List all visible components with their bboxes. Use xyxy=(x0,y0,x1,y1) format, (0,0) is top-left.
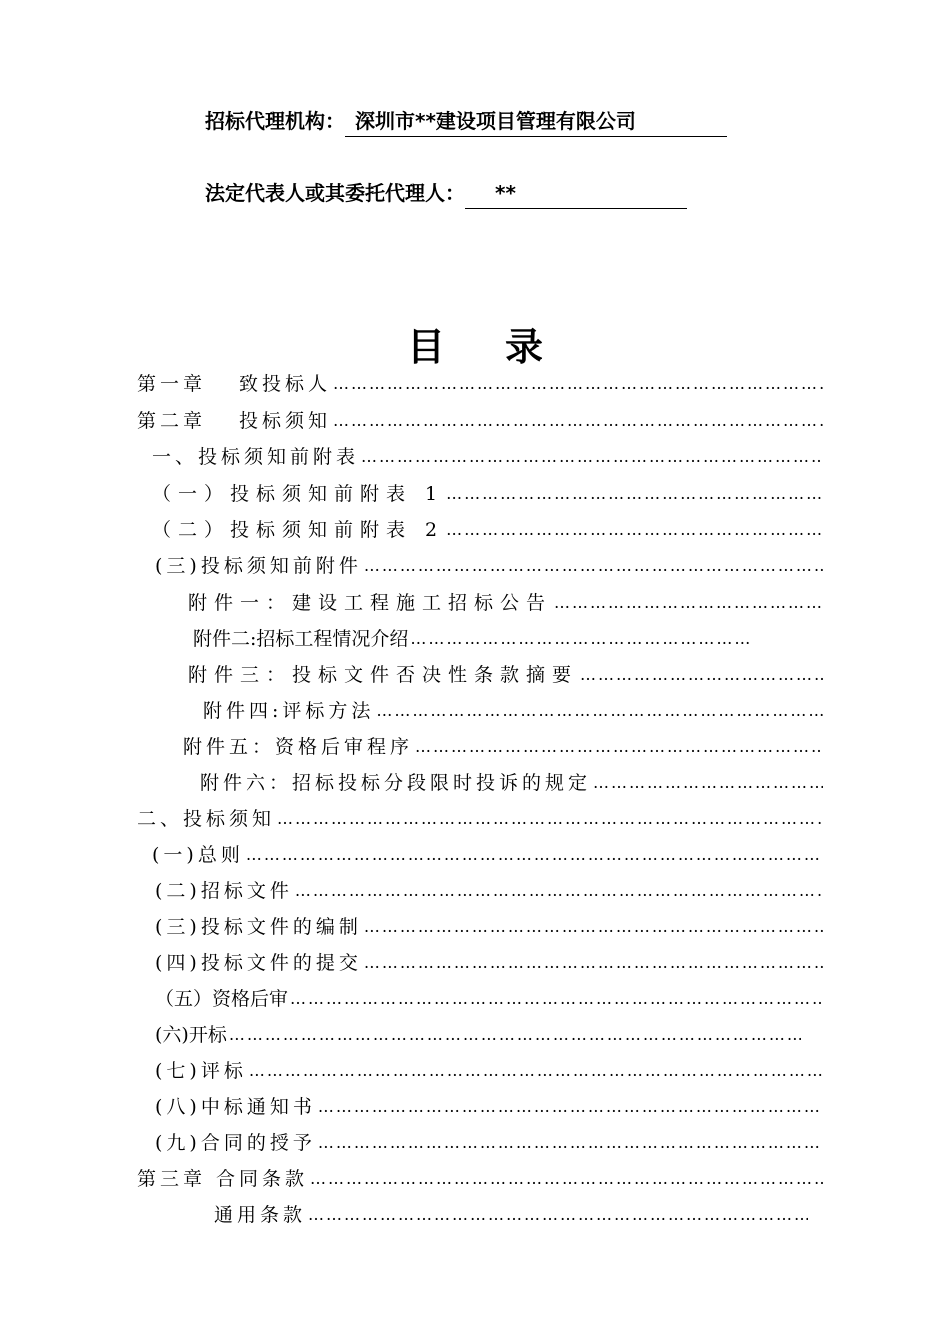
toc-entry[interactable] xyxy=(155,1093,823,1121)
toc-entry[interactable] xyxy=(188,661,823,689)
toc-entry-label: 第二章 投标须知 xyxy=(137,410,332,432)
toc-leader xyxy=(364,949,823,977)
toc-entry[interactable] xyxy=(155,877,823,905)
toc-entry-label: 附件三：投标文件否决性条款摘要 xyxy=(188,664,579,686)
toc-leader xyxy=(554,589,823,617)
toc-entry-label: 二、投标须知 xyxy=(137,808,276,830)
toc-entry-label: (一)总则 xyxy=(152,844,244,866)
toc-entry[interactable] xyxy=(214,1201,808,1229)
toc-entry-label: 通用条款 xyxy=(214,1204,307,1226)
toc-entry-label: （一）投标须知前附表 1 xyxy=(152,483,445,505)
toc-entry[interactable] xyxy=(155,1021,801,1049)
toc-entry-label: 第三章 合同条款 xyxy=(137,1168,309,1190)
toc-leader xyxy=(364,913,823,941)
toc-entry[interactable] xyxy=(137,407,823,435)
toc-entry-label: (九)合同的授予 xyxy=(155,1132,316,1154)
toc-entry[interactable] xyxy=(152,480,823,508)
toc-entry-label: 附件四:评标方法 xyxy=(203,700,375,722)
toc-entry-label: 一、投标须知前附表 xyxy=(152,446,360,468)
toc-leader xyxy=(318,1093,823,1121)
agency-line xyxy=(205,108,727,137)
toc-entry[interactable] xyxy=(137,805,823,833)
toc-entry[interactable] xyxy=(183,733,823,761)
toc-entry-label: (八)中标通知书 xyxy=(155,1096,316,1118)
toc-entry[interactable] xyxy=(155,1057,823,1085)
toc-leader xyxy=(333,407,823,435)
toc-entry-label: 附件五：资格后审程序 xyxy=(183,736,414,758)
toc-entry[interactable] xyxy=(203,697,823,725)
toc-leader xyxy=(277,805,823,833)
agency-label: 招标代理机构： xyxy=(205,109,345,133)
toc-entry[interactable] xyxy=(155,1129,823,1157)
toc-title: 目录 xyxy=(406,325,603,369)
toc-entry-label: (四)投标文件的提交 xyxy=(155,952,362,974)
toc-entry[interactable] xyxy=(155,949,823,977)
toc-leader xyxy=(410,625,751,653)
toc-entry-label: （二）投标须知前附表 2 xyxy=(152,519,445,541)
toc-leader xyxy=(364,552,823,580)
toc-leader xyxy=(290,985,821,1013)
toc-entry-label: (七)评标 xyxy=(155,1060,247,1082)
toc-leader xyxy=(593,769,823,797)
agency-value: 深圳市**建设项目管理有限公司 xyxy=(345,108,727,137)
toc-leader xyxy=(333,370,823,398)
toc-entry[interactable] xyxy=(188,589,823,617)
toc-leader xyxy=(308,1201,808,1229)
toc-entry-label: (三)投标须知前附件 xyxy=(155,555,362,577)
toc-leader xyxy=(229,1021,801,1049)
toc-leader xyxy=(361,443,823,471)
toc-entry[interactable] xyxy=(200,769,823,797)
toc-entry[interactable] xyxy=(152,841,823,869)
toc-entry[interactable] xyxy=(137,1165,823,1193)
toc-entry[interactable] xyxy=(155,913,823,941)
toc-entry-label: （五）资格后审 xyxy=(155,988,289,1010)
toc-leader xyxy=(446,516,823,544)
representative-value: ** xyxy=(465,180,687,209)
toc-leader xyxy=(415,733,823,761)
toc-entry-label: (三)投标文件的编制 xyxy=(155,916,362,938)
toc-entry[interactable] xyxy=(152,443,823,471)
toc-leader xyxy=(446,480,823,508)
toc-leader xyxy=(376,697,823,725)
toc-entry-label: (六)开标 xyxy=(155,1024,227,1046)
toc-entry-label: 附件二:招标工程情况介绍 xyxy=(193,628,409,650)
toc-leader xyxy=(249,1057,823,1085)
representative-label: 法定代表人或其委托代理人： xyxy=(205,181,465,205)
toc-entry-label: 第一章 致投标人 xyxy=(137,373,332,395)
toc-entry[interactable] xyxy=(137,370,823,398)
toc-entry[interactable] xyxy=(152,516,823,544)
representative-line xyxy=(205,180,687,209)
toc-entry[interactable] xyxy=(155,985,821,1013)
toc-entry-label: 附件六：招标投标分段限时投诉的规定 xyxy=(200,772,592,794)
toc-leader xyxy=(246,841,823,869)
toc-leader xyxy=(295,877,823,905)
toc-leader xyxy=(580,661,823,689)
toc-entry-label: (二)招标文件 xyxy=(155,880,293,902)
toc-leader xyxy=(310,1165,823,1193)
toc-entry-label: 附件一：建设工程施工招标公告 xyxy=(188,592,553,614)
toc-leader xyxy=(318,1129,823,1157)
toc-entry[interactable] xyxy=(155,552,823,580)
toc-entry[interactable] xyxy=(193,625,751,653)
